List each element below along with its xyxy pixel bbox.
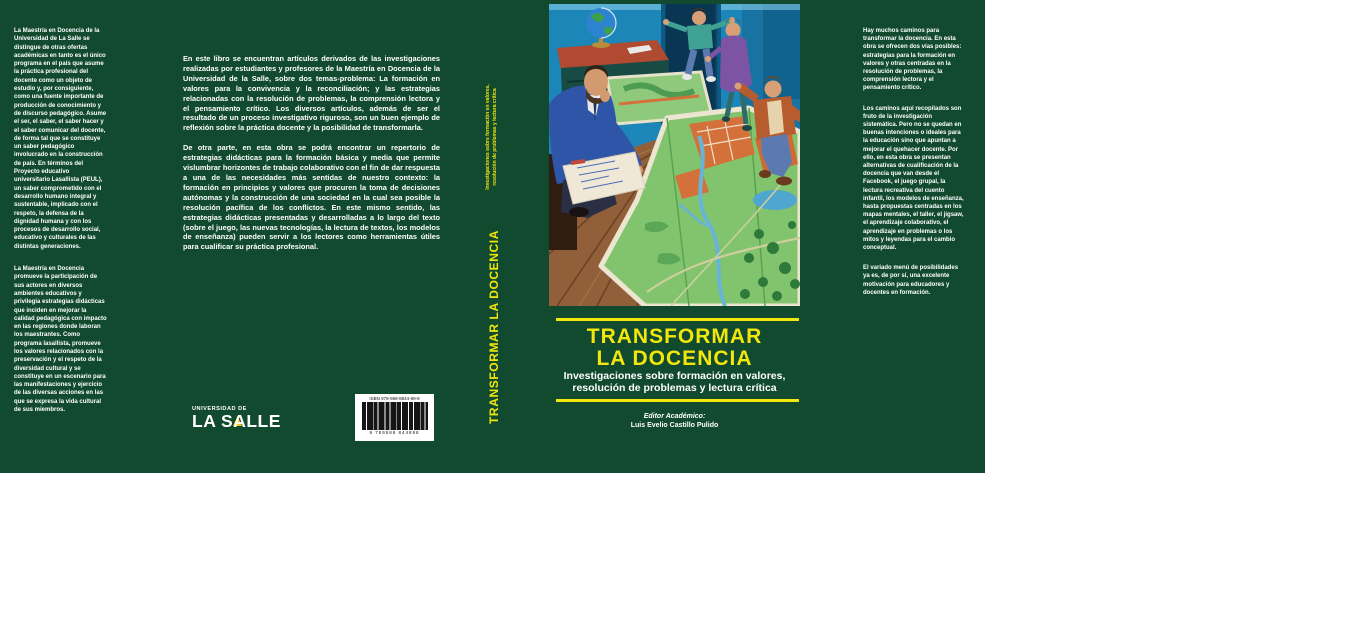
- spine-subtitle: [485, 62, 498, 212]
- right-flap: [863, 27, 964, 309]
- logo-la-salle-wrap: [192, 412, 302, 432]
- editor-name: Luis Evelio Castillo Pulido: [630, 422, 719, 429]
- title-rule-bottom: [556, 399, 799, 402]
- front-subtitle-line-1: Investigaciones sobre formación en valores,: [563, 370, 786, 382]
- title-rule-top: [556, 318, 799, 321]
- university-logo: [192, 406, 302, 432]
- spine-title: TRANSFORMAR LA DOCENCIA: [487, 229, 501, 424]
- front-subtitle-line-2: resolución de problemas y lectura crítica: [572, 382, 777, 394]
- spine-subtitle-line-2: resolución de problemas y lectura crítica: [491, 88, 498, 186]
- isbn-barcode: [355, 394, 434, 441]
- back-cover-paragraph-2: De otra parte, en esta obra se podrá encontrar un repertorio de estrategias didácticas para la formación básica y media que permite vislumbrar horizontes de trabajo colaborativo con el fin de dar respuesta a una de las necesidades más sentidas de nuestro contexto: la formación en principios y valores que procuren la toma de decisiones autónomas y la construcción de una sociedad en la cual sea posible la resolución pacífica de los conflictos. En este mismo sentido, las estrategias didácticas presentadas y desarrolladas a lo largo del texto (sobre el juego, las nuevas tecnologías, la lectura de textos, los modelos de enseñanza) pueden servir a los lectores como herramientas útiles para cualificar su práctica profesional.: [183, 143, 440, 252]
- logo-university-de: UNIVERSIDAD DE: [192, 406, 247, 412]
- right-flap-paragraph-1: Hay muchos caminos para transformar la docencia. En esta obra se ofrecen dos vías posibles: estrategias para la formación en valores y otras centradas en la resolución de problemas, la comprensión lectora y el pensamiento crítico.: [863, 28, 962, 92]
- front-cover-title-block: [549, 318, 800, 430]
- left-flap-paragraph-2: La Maestría en Docencia promueve la participación de sus actores en diversos ambientes educativos y privilegia estrategias didácticas que inciden en mejorar la calidad pedagógica con impacto en las regiones donde laboran los maestrantes. Como programa lasallista, promueve los valores relacionados con la preservación y el respeto de la diversidad cultural y se constituye en un escenario para las manifestaciones y ejercicio de las diversas acciones en las que se expresa la vida cultural de sus miembros.: [14, 266, 107, 414]
- left-flap: [14, 27, 107, 428]
- cover-illustration: [549, 4, 800, 306]
- spine-subtitle-line-1: Investigaciones sobre formación en valores,: [485, 84, 491, 190]
- back-cover-paragraph-1: En este libro se encuentran artículos derivados de las investigaciones realizadas por estudiantes y profesores de la Maestría en Docencia de la Universidad de la Salle, sobre dos temas-problema: La formación en valores para la convivencia y la reconciliación; y las estrategias relacionadas con la resolución de problemas, la comprensión lectora y el pensamiento crítico. Los diversos artículos, además de ser el resultado de un proceso investigativo riguroso, son un buen ejemplo de reflexión sobre la práctica docente y la posibilidad de transformarla.: [183, 54, 440, 133]
- front-title-line-1: TRANSFORMAR: [586, 325, 763, 348]
- logo-la-salle: LA SALLE: [192, 411, 281, 431]
- right-flap-paragraph-2: Los caminos aquí recopilados son fruto de la investigación sistemática. Pero no se quedan en buenas intenciones o ideales para la educación sino que apuntan a mejorar el quehacer docente. Por ello, en esta obra se presentan alternativas de cualificación de la docencia que van desde el Facebook, el juego grupal, la lectura recreativa del cuento infantil, los modelos de enseñanza, hasta propuestas centradas en los mapas mentales, el taller, el jigsaw, el aprendizaje colaborativo, el aprendizaje en problemas o los mitos y leyendas para el cambio conceptual.: [863, 105, 964, 252]
- right-flap-paragraph-3: El variado menú de posibilidades ya es, de por sí, una excelente motivación para educadores y docentes en formación.: [863, 265, 959, 296]
- isbn-text: ISBN 978-958-8844-89-8: [369, 396, 420, 401]
- barcode-bars-icon: [362, 402, 428, 430]
- front-title-line-2: LA DOCENCIA: [596, 347, 753, 370]
- back-cover-text: [183, 54, 440, 262]
- left-flap-paragraph-1: La Maestría en Docencia de la Universidad de La Salle se distingue de otras ofertas académicas en tanto es el único programa en el país que asume la práctica profesional del docente como un objeto de estudio y, por consiguiente, como una fuente importante de producción de conocimiento y de discurso pedagógico. Asume el ser, el saber, el saber hacer y el saber comunicar del docente, de forma tal que se constituye un saber pedagógico involucrado en la construcción de país. En términos del Proyecto educativo universitario Lasallista (PEUL), un saber comprometido con el desarrollo humano integral y sustentable, implicado con el respeto, la defensa de la dignidad humana y con los procesos de desarrollo social, educativo y culturales de las distintas generaciones.: [14, 28, 107, 250]
- barcode-digits: 9 789588 844898: [369, 430, 420, 435]
- editor-label: Editor Académico:: [643, 413, 706, 420]
